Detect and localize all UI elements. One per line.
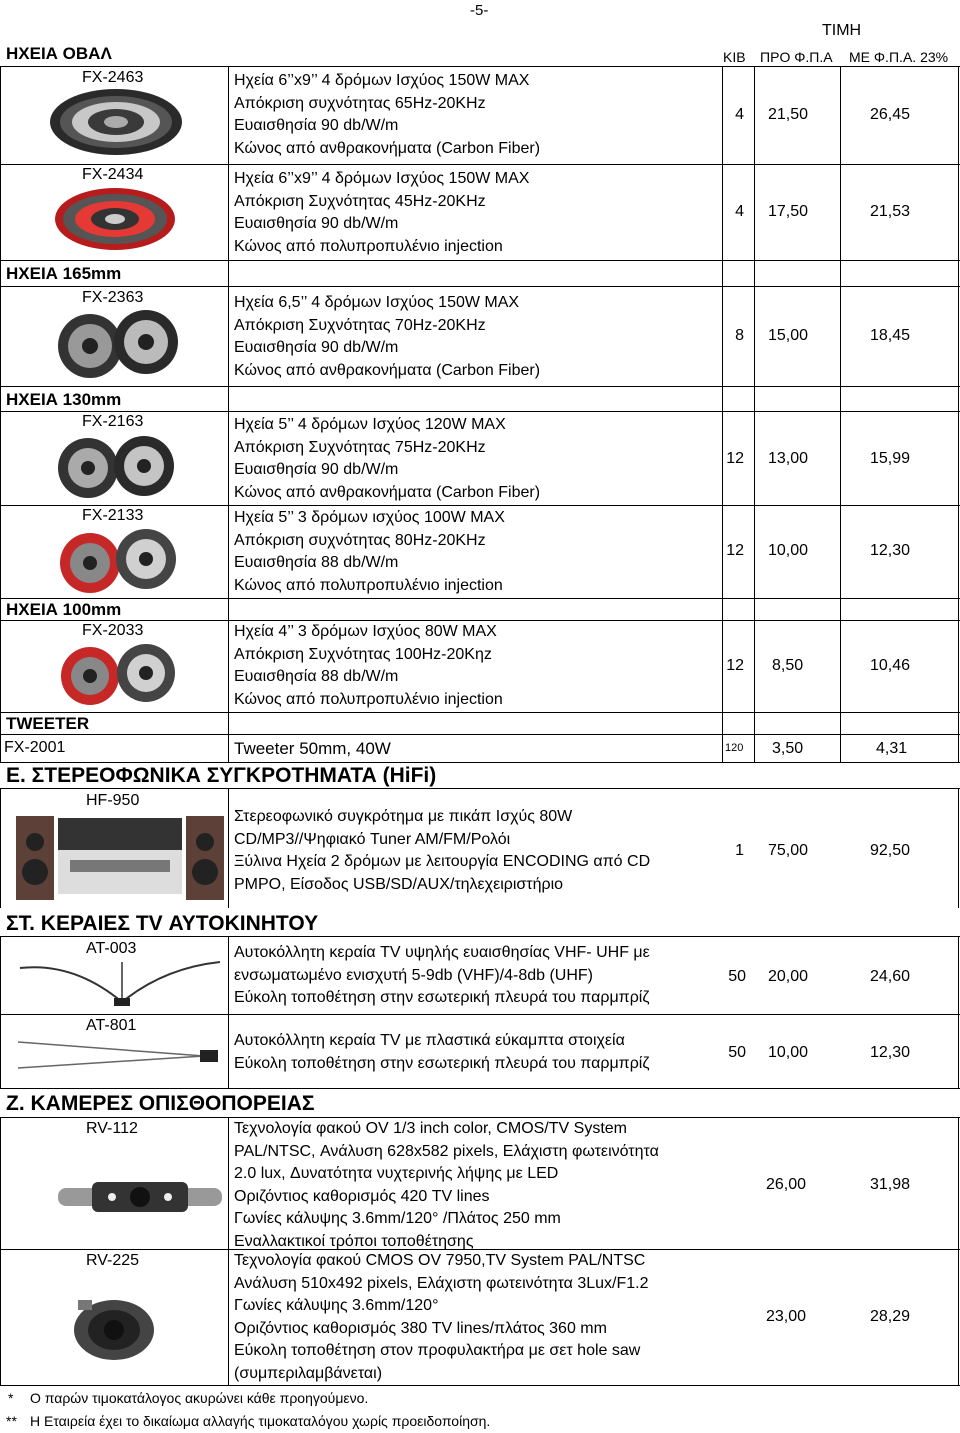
price-pre-vat: 15,00 — [768, 327, 809, 344]
product-line: Τεχνολογία φακού CMOS OV 7950,TV System PAL/NTSC — [234, 1252, 646, 1269]
product-line: Tweeter 50mm, 40W — [234, 739, 391, 758]
box-qty: 1 — [735, 842, 744, 859]
oval-speaker-image — [52, 186, 178, 252]
col-pre-vat-header: ΠΡΟ Φ.Π.Α — [760, 49, 833, 65]
product-model: AT-003 — [86, 940, 137, 957]
oval-speaker-image — [46, 86, 186, 158]
section-antenna: ΣΤ. ΚΕΡΑΙΕΣ TV ΑΥΤΟΚΙΝΗΤΟΥ — [6, 912, 319, 935]
product-line: ενσωματωμένο ενισχυτή 5-9db (VHF)/4-8db (UHF) — [234, 966, 593, 984]
product-line: Απόκριση Συχνότητας 100Hz-20Κηz — [234, 645, 492, 663]
product-model: RV-112 — [86, 1120, 138, 1137]
antenna-image — [14, 956, 226, 1012]
product-line: Αυτοκόλλητη κεραία TV υψηλής ευαισθησίας VHF- UHF με — [234, 944, 650, 961]
product-line: Κώνος από πολυπροπυλένιο injection — [234, 576, 503, 594]
box-qty: 50 — [728, 968, 746, 985]
box-qty: 4 — [735, 106, 744, 123]
footnote: Η Εταιρεία έχει το δικαίωμα αλλαγής τιμοκαταλόγου χωρίς προειδοποίηση. — [30, 1413, 491, 1429]
product-model: FX-2463 — [82, 69, 144, 86]
product-line: (συμπεριλαμβάνεται) — [234, 1364, 383, 1382]
price-pre-vat: 17,50 — [768, 203, 809, 220]
round-speaker-image — [54, 525, 182, 595]
section-oval: ΗΧΕΙΑ ΟΒΑΛ — [6, 44, 112, 63]
product-line: Οριζόντιος καθορισμός 380 TV lines/πλάτος 360 mm — [234, 1319, 607, 1337]
price-header: ΤΙΜΗ — [822, 22, 862, 39]
price-pre-vat: 13,00 — [768, 450, 809, 467]
price-with-vat: 92,50 — [870, 842, 911, 859]
camera-image — [52, 1170, 228, 1226]
product-line: Ηχεία 6,5’’ 4 δρόμων Ισχύος 150W MAX — [234, 294, 520, 311]
product-line: Απόκριση Συχνότητας 70Hz-20KHz — [234, 316, 486, 334]
product-line: Απόκριση συχνότητας 80Hz-20KHz — [234, 531, 486, 549]
product-model: FX-2133 — [82, 507, 144, 524]
product-line: Ανάλυση 510x492 pixels, Ελάχιστη φωτεινότητα 3Lux/F1.2 — [234, 1274, 649, 1292]
price-pre-vat: 3,50 — [772, 740, 804, 757]
price-with-vat: 28,29 — [870, 1308, 911, 1325]
product-line: Στερεοφωνικό συγκρότημα με πικάπ Ισχύς 80W — [234, 808, 573, 825]
product-line: Ευαισθησία 90 db/W/m — [234, 461, 399, 478]
price-pre-vat: 75,00 — [768, 842, 809, 859]
product-line: Απόκριση Συχνότητας 75Hz-20KHz — [234, 438, 486, 456]
product-line: Εύκολη τοποθέτηση στην εσωτερική πλευρά του παρμπρίζ — [234, 989, 650, 1006]
product-line: Ευαισθησία 88 db/W/m — [234, 668, 399, 685]
box-qty: 50 — [728, 1044, 746, 1061]
product-line: 2.0 lux, Δυνατότητα νυχτερινής λήψης με LED — [234, 1165, 559, 1182]
product-line: Ευαισθησία 90 db/W/m — [234, 117, 399, 134]
price-pre-vat: 10,00 — [768, 1044, 809, 1061]
product-line: Εναλλακτικοί τρόποι τοποθέτησης — [234, 1232, 474, 1250]
product-line: Απόκριση Συχνότητας 45Hz-20KHz — [234, 192, 486, 210]
box-qty: 8 — [735, 327, 744, 344]
product-line: Γωνίες κάλυψης 3.6mm/120° — [234, 1297, 439, 1314]
product-line: Ευαισθησία 90 db/W/m — [234, 215, 399, 232]
product-line: PAL/NTSC, Ανάλυση 628x582 pixels, Ελάχιστη φωτεινότητα — [234, 1142, 659, 1160]
box-qty: 12 — [726, 450, 744, 467]
price-pre-vat: 26,00 — [766, 1176, 807, 1193]
price-with-vat: 4,31 — [876, 740, 908, 757]
product-line: Οριζόντιος καθορισμός 420 TV lines — [234, 1187, 490, 1205]
product-line: Ηχεία 5’’ 3 δρόμων ισχύος 100W MAX — [234, 509, 505, 526]
price-with-vat: 24,60 — [870, 968, 911, 985]
col-box-header: ΚΙΒ — [723, 49, 746, 65]
product-model: FX-2434 — [82, 166, 144, 183]
product-line: Κώνος από πολυπροπυλένιο injection — [234, 690, 503, 708]
product-line: Απόκριση συχνότητας 65Hz-20KHz — [234, 94, 486, 112]
price-with-vat: 10,46 — [870, 657, 911, 674]
round-speaker-image — [52, 432, 180, 502]
col-with-vat-header: ΜΕ Φ.Π.Α. 23% — [849, 49, 949, 65]
footnote-mark: * — [8, 1390, 14, 1406]
product-line: Τεχνολογία φακού OV 1/3 inch color, CMOS/TV System — [234, 1120, 627, 1137]
page-number: -5- — [470, 2, 489, 19]
section-tweeter: TWEETER — [6, 714, 90, 733]
price-with-vat: 18,45 — [870, 327, 911, 344]
product-line: Γωνίες κάλυψης 3.6mm/120° /Πλάτος 250 mm — [234, 1210, 561, 1227]
price-with-vat: 26,45 — [870, 106, 911, 123]
product-line: Ηχεία 4’’ 3 δρόμων Ισχύος 80W MAX — [234, 623, 497, 640]
footnote-mark: ** — [6, 1413, 17, 1429]
product-line: CD/MP3//Ψηφιακό Tuner AM/FM/Ρολόι — [234, 830, 511, 848]
footnote: Ο παρών τιμοκατάλογος ακυρώνει κάθε προηγούμενο. — [30, 1390, 369, 1406]
box-qty: 12 — [726, 657, 744, 674]
section-hifi: Ε. ΣΤΕΡΕΟΦΩΝΙΚΑ ΣΥΓΚΡΟΤΗΜΑΤΑ (HiFi) — [6, 764, 437, 787]
price-pre-vat: 8,50 — [772, 657, 804, 674]
product-line: Ευαισθησία 88 db/W/m — [234, 554, 399, 571]
product-line: PMPO, Είσοδος USB/SD/AUX/τηλεχειριστήριο — [234, 875, 564, 893]
round-speaker-image — [54, 306, 182, 380]
price-pre-vat: 10,00 — [768, 542, 809, 559]
product-line: Ευαισθησία 90 db/W/m — [234, 339, 399, 356]
section-165mm: ΗΧΕΙΑ 165mm — [6, 264, 122, 283]
product-line: Κώνος από ανθρακονήματα (Carbon Fiber) — [234, 483, 541, 501]
box-qty: 120 — [725, 742, 744, 754]
product-line: Ηχεία 6’’x9’’ 4 δρόμων Ισχύος 150W MAX — [234, 72, 530, 89]
product-line: Ηχεία 5’’ 4 δρόμων Ισχύος 120W MAX — [234, 416, 506, 433]
price-with-vat: 31,98 — [870, 1176, 911, 1193]
product-model: HF-950 — [86, 792, 140, 809]
product-model: FX-2001 — [4, 739, 66, 756]
price-with-vat: 12,30 — [870, 1044, 911, 1061]
product-line: Κώνος από ανθρακονήματα (Carbon Fiber) — [234, 139, 541, 157]
product-model: FX-2363 — [82, 289, 144, 306]
camera-image — [64, 1290, 164, 1370]
product-line: Αυτοκόλλητη κεραία TV με πλαστικά εύκαμπτα στοιχεία — [234, 1032, 625, 1049]
product-line: Εύκολη τοποθέτηση στην εσωτερική πλευρά του παρμπρίζ — [234, 1054, 650, 1072]
section-camera: Ζ. ΚΑΜΕΡΕΣ ΟΠΙΣΘΟΠΟΡΕΙΑΣ — [6, 1092, 315, 1115]
product-line: Εύκολη τοποθέτηση στον προφυλακτήρα με σετ hole saw — [234, 1342, 641, 1359]
product-line: Ξύλινα Ηχεία 2 δρόμων με λειτουργία ENCODING από CD — [234, 853, 651, 870]
price-with-vat: 15,99 — [870, 450, 911, 467]
section-100mm: ΗΧΕΙΑ 100mm — [6, 600, 122, 619]
box-qty: 12 — [726, 542, 744, 559]
product-model: RV-225 — [86, 1252, 140, 1269]
product-line: Ηχεία 6’’x9’’ 4 δρόμων Ισχύος 150W MAX — [234, 170, 530, 187]
product-line: Κώνος από πολυπροπυλένιο injection — [234, 237, 503, 255]
price-pre-vat: 23,00 — [766, 1308, 807, 1325]
product-model: AT-801 — [86, 1017, 137, 1034]
stereo-system-image — [14, 808, 226, 904]
price-pre-vat: 20,00 — [768, 968, 809, 985]
product-model: FX-2163 — [82, 413, 144, 430]
product-model: FX-2033 — [82, 622, 144, 639]
price-with-vat: 21,53 — [870, 203, 911, 220]
product-line: Κώνος από ανθρακονήματα (Carbon Fiber) — [234, 361, 541, 379]
section-130mm: ΗΧΕΙΑ 130mm — [6, 390, 122, 409]
round-speaker-image — [54, 640, 182, 708]
box-qty: 4 — [735, 203, 744, 220]
price-pre-vat: 21,50 — [768, 106, 809, 123]
antenna-image — [14, 1034, 226, 1078]
price-with-vat: 12,30 — [870, 542, 911, 559]
